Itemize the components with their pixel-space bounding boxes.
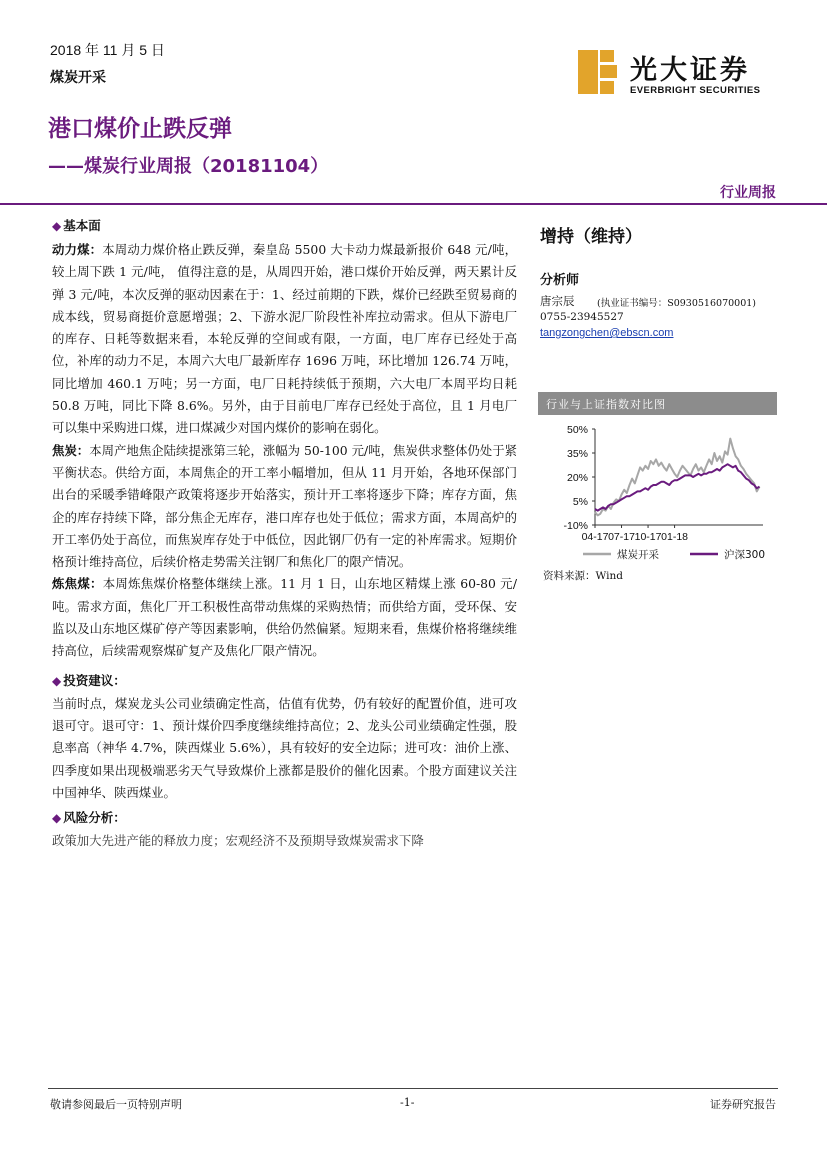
- y-tick-label: 20%: [566, 472, 588, 484]
- analyst-license: (执业证书编号：S0930516070001): [597, 298, 756, 309]
- rating: 增持（维持）: [540, 227, 642, 247]
- report-date: 2018 年 11 月 5 日: [50, 42, 165, 58]
- analyst-email-link[interactable]: tangzongchen@ebscn.com: [540, 327, 674, 339]
- advice-paragraph: 当前时点，煤炭龙头公司业绩确定性高，估值有优势，仍有较好的配置价值，进可攻退可守。退可守：1、预计煤价四季度继续维持高位；2、龙头公司业绩确定性强，股息率高（神华 4.7%，陕西煤业 5.6%），具有较好的安全边际；进可攻：油价上涨、四季度如果出现极端恶劣天气导致煤价上涨都是股价的催化因素。个股方面建议关注中国神华、陕西煤业。: [52, 695, 517, 800]
- coke-paragraph: 焦炭：本周产地焦企陆续提涨第三轮，涨幅为 50-100 元/吨，焦炭供求整体仍处于紧平衡状态。供给方面，本周焦企的开工率小幅增加，但从 11 月开始，各地环保部门出台的采暖季错峰限产政策将逐步开始落实，预计开工率将逐步下降；库存方面，焦企的库存持续下降，部分焦企无库存，港口库存也处于低位；需求方面，本周高炉的开工率仍处于高位，而焦炭库存处于中低位，因此钢厂仍有一定的补库需求。短期价格预计维持高位，后续价格走势需关注钢厂和焦化厂的限产情况。: [52, 442, 518, 570]
- legend-label: 沪深300: [724, 549, 766, 561]
- diamond-bullet-icon: ◆: [52, 811, 62, 826]
- x-tick-label: 01-18: [661, 531, 689, 543]
- x-tick-label: 10-17: [634, 531, 662, 543]
- report-title: 港口煤价止跌反弹: [48, 116, 232, 142]
- y-tick-label: -10%: [563, 520, 588, 532]
- y-tick-label: 5%: [572, 496, 588, 508]
- legend-label: 煤炭开采: [617, 549, 659, 561]
- everbright-logo-icon: [578, 50, 622, 94]
- chart-source: 资料来源：Wind: [543, 570, 623, 582]
- header-divider: [0, 203, 827, 205]
- footer-divider: [48, 1088, 778, 1089]
- industry-category: 煤炭开采: [50, 69, 106, 85]
- x-tick-label: 04-17: [581, 531, 609, 543]
- diamond-bullet-icon: ◆: [52, 673, 62, 688]
- series-line-csi300: [595, 464, 760, 510]
- risk-heading: ◆ 风险分析：: [52, 810, 126, 826]
- thermal-coal-paragraph: 动力煤：本周动力煤价格止跌反弹，秦皇岛 5500 大卡动力煤最新报价 648 元/吨，较上周下跌 1 元/吨， 值得注意的是，从周四开始，港口煤价开始反弹，两天累计反弹 3 元/吨，本次反弹的驱动因素在于：1、经过前期的下跌，煤价已经跌至贸易商的成本线，贸易商挺价意愿增强；2、下游水泥厂阶段性补库拉动需求。但从下游电厂的库存、日耗等数据来看，本轮反弹的空间或有限，一方面，电厂库存已经处于高位，补库的动力不足，本周六大电厂最新库存 1696 万吨，环比增加 126.74 万吨，同比增加 460.1 万吨；另一方面，电厂日耗持续低于预期，六大电厂本周平均日耗 50.8 万吨，同比下降 8.6%。另外，由于目前电厂库存已经处于高位，且 1 月电厂可以集中采购进口煤，进口煤减少对国内煤价的影响在弱化。: [52, 242, 517, 436]
- y-tick-label: 50%: [566, 424, 588, 436]
- footer-disclaimer: 敬请参阅最后一页特别声明: [50, 1099, 182, 1111]
- analyst-name: 唐宗辰: [540, 294, 575, 308]
- page-number: -1-: [400, 1096, 415, 1109]
- main-content: [52, 216, 517, 852]
- analyst-phone: 0755-23945527: [540, 311, 624, 323]
- advice-heading: ◆ 投资建议：: [52, 672, 126, 688]
- diamond-bullet-icon: ◆: [52, 219, 62, 233]
- report-subtitle: ——煤炭行业周报（20181104）: [48, 156, 329, 177]
- logo-text-en: EVERBRIGHT SECURITIES: [630, 85, 761, 96]
- footer-report-label: 证券研究报告: [710, 1099, 776, 1111]
- analyst-heading: 分析师: [540, 273, 580, 288]
- coking-coal-paragraph: 炼焦煤：本周炼焦煤价格整体继续上涨。11 月 1 日，山东地区精煤上涨 60-80 元/吨。需求方面，焦化厂开工积极性高带动焦煤的采购热情；而供给方面，受环保、安监以及山东地区煤矿停产等因素影响，供给仍然偏紧。短期来看，焦煤价格将继续维持高位，后续需观察煤矿复产及焦化厂限产情况。: [52, 576, 517, 659]
- chart-title-bar: [538, 392, 777, 415]
- risk-paragraph: 政策加大先进产能的释放力度；宏观经济不及预期导致煤炭需求下降: [52, 833, 424, 849]
- comparison-chart: [538, 418, 777, 568]
- chart-title: 行业与上证指数对比图: [546, 398, 666, 411]
- x-tick-label: 07-17: [608, 531, 635, 543]
- report-type-label: 行业周报: [720, 185, 776, 201]
- basics-heading: ◆ 基本面: [52, 218, 101, 233]
- series-line-coal-mining: [595, 439, 760, 516]
- y-tick-label: 35%: [566, 448, 588, 460]
- logo-text-cn: 光大证券: [630, 55, 750, 86]
